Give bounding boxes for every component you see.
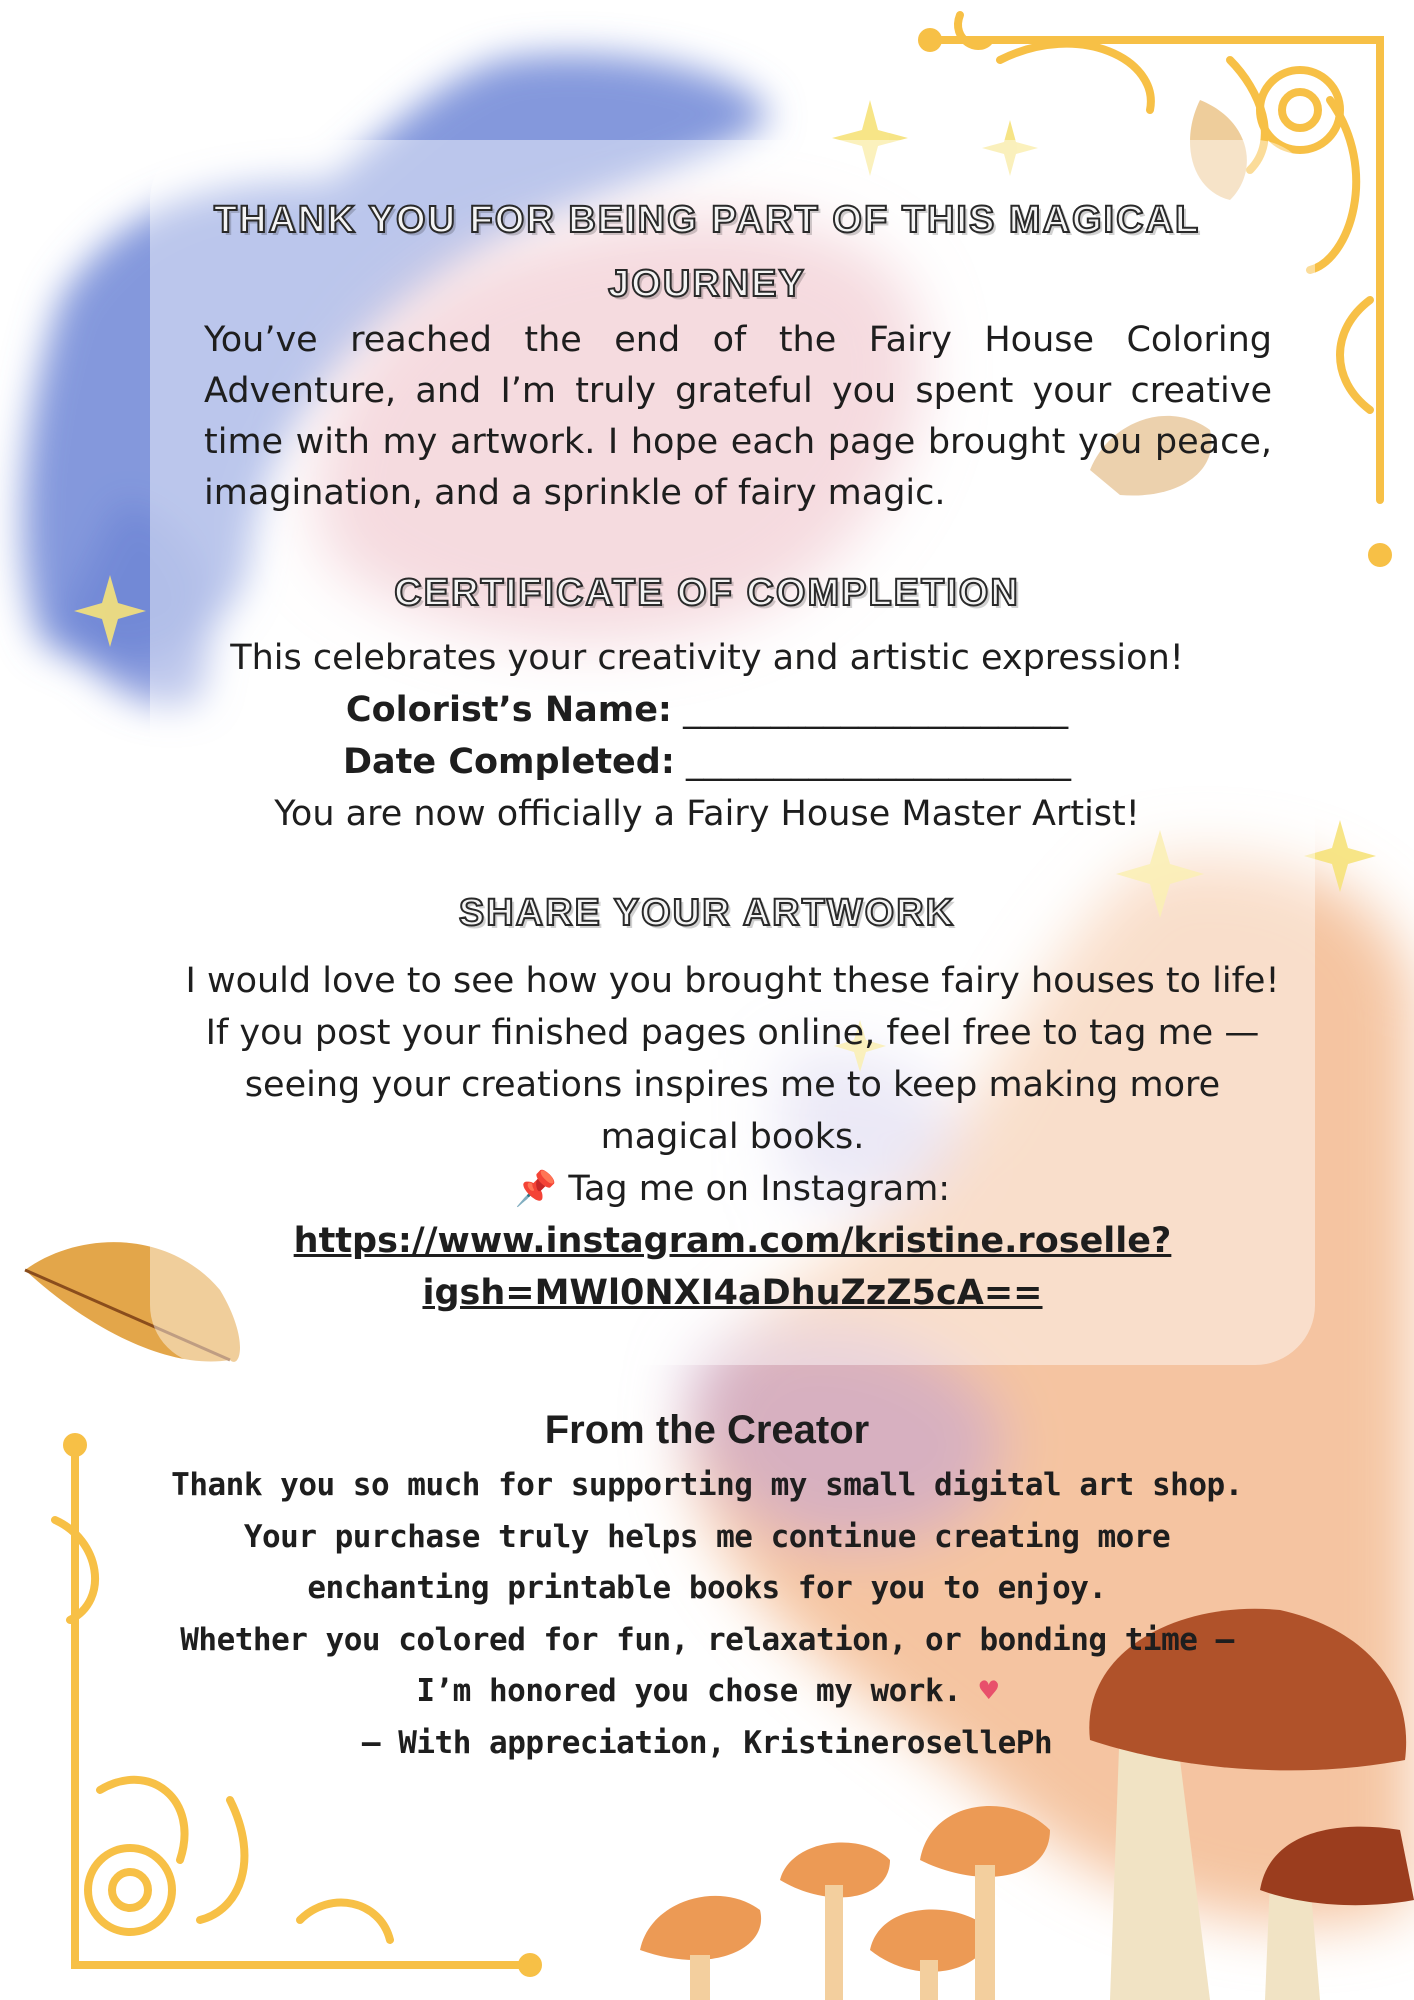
colorist-name-row <box>0 684 1414 736</box>
colorist-name-blank: ______________________ <box>683 690 1069 730</box>
creator-line-1: Thank you so much for supporting my small digital art shop. <box>171 1467 1243 1503</box>
certificate-heading: CERTIFICATE OF COMPLETION <box>394 572 1020 614</box>
creator-line-5-row <box>0 1666 1414 1718</box>
from-creator-title: From the Creator <box>544 1408 870 1452</box>
date-completed-row <box>0 736 1414 788</box>
instagram-tag-label: Tag me on Instagram: <box>568 1169 951 1209</box>
thank-you-heading-line1: THANK YOU FOR BEING PART OF THIS MAGICAL <box>213 199 1201 241</box>
share-line-3: seeing your creations inspires me to keep making more <box>244 1065 1221 1105</box>
instagram-link-line2[interactable]: igsh=MWl0NXI4aDhuZzZ5cA== <box>422 1273 1043 1313</box>
intro-paragraph: You’ve reached the end of the Fairy House Coloring Adventure, and I’m truly grateful you spent your creative time with my artwork. I hope each page brought you peace, imagination, and a sprinkle of fairy magic. <box>204 320 1272 513</box>
share-block <box>150 955 1315 1319</box>
creator-line-2: Your purchase truly helps me continue creating more <box>243 1518 1171 1555</box>
instagram-link-line1[interactable]: https://www.instagram.com/kristine.roselle? <box>293 1221 1172 1261</box>
share-line-2: If you post your finished pages online, feel free to tag me — <box>205 1013 1260 1053</box>
colorist-name-label: Colorist’s Name: <box>345 690 672 730</box>
creator-line-4: Whether you colored for fun, relaxation, or bonding time — <box>180 1621 1234 1658</box>
date-completed-blank: ______________________ <box>685 742 1071 782</box>
master-artist-text: You are now officially a Fairy House Master Artist! <box>274 794 1140 834</box>
celebrates-text: This celebrates your creativity and artistic expression! <box>230 638 1184 678</box>
creator-signature: — With appreciation, KristinerosellePh <box>361 1724 1053 1761</box>
creator-message <box>0 1460 1414 1769</box>
share-heading: SHARE YOUR ARTWORK <box>458 892 956 934</box>
thank-you-heading <box>0 188 1414 316</box>
instagram-tag-row <box>150 1163 1315 1215</box>
heart-icon: ♥ <box>979 1673 998 1709</box>
share-line-4: magical books. <box>600 1117 865 1157</box>
creator-line-3: enchanting printable books for you to enjoy. <box>307 1570 1107 1606</box>
date-completed-label: Date Completed: <box>343 742 675 782</box>
share-line-1: I would love to see how you brought these fairy houses to life! <box>185 961 1280 1001</box>
creator-line-5: I’m honored you chose my work. <box>416 1673 962 1709</box>
instagram-link[interactable] <box>150 1215 1315 1319</box>
thank-you-heading-line2: JOURNEY <box>608 263 806 305</box>
pushpin-icon: 📌 <box>514 1169 558 1209</box>
certificate-block <box>0 632 1414 840</box>
